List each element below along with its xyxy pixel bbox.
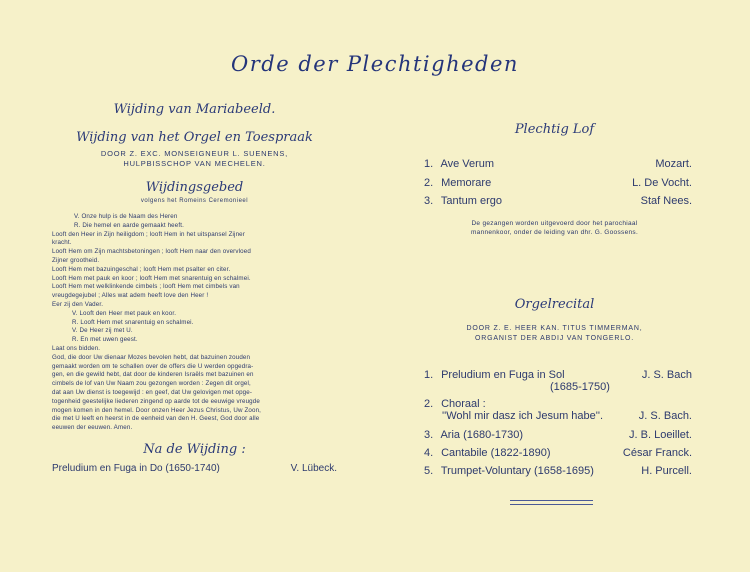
heading-wijdingsgebed: Wijdingsgebed: [145, 180, 244, 195]
prayer-line: Zijner grootheid.: [52, 256, 100, 264]
prayer-line: eeuwen der eeuwen. Amen.: [52, 424, 133, 432]
prayer-line: R. En met uwen geest.: [72, 336, 138, 344]
recital-section: [412, 297, 697, 477]
prayer-line: kracht.: [52, 239, 72, 247]
prayer-line: vreugdegejubel ; Alles wat adem heeft love den Heer !: [52, 292, 209, 300]
after-piece-composer: V. Lübeck.: [290, 462, 337, 474]
prayer-line: God, die door Uw dienaar Mozes bevolen hebt, dat bazuinen zouden: [52, 353, 251, 361]
prayer-line: Looft den Heer in Zijn heiligdom ; looft Hem in het uitspansel Zijner: [52, 230, 245, 238]
recital-item-title: Preludium en Fuga in Sol: [441, 369, 565, 381]
recital-item-title: Choraal :: [441, 398, 486, 410]
lof-item-composer: Staf Nees.: [640, 195, 692, 207]
recital-item-composer: J. B. Loeillet.: [629, 429, 692, 441]
prayer-line: cimbels de lof van Uw Naam zou gezongen worden : Zegen dit orgel,: [52, 380, 251, 388]
prayer-line: mogen komen in den hemel. Door onzen Heer Jezus Christus, Uw Zoon,: [52, 406, 262, 414]
lof-item-composer: L. De Vocht.: [632, 176, 692, 189]
officiant-line-2: HULPBISSCHOP VAN MECHELEN.: [123, 159, 266, 168]
page-title: Orde der Plechtigheden: [231, 52, 519, 76]
prayer-line: V. Onze hulp is de Naam des Heren: [74, 213, 178, 220]
recital-list: [424, 369, 692, 477]
divider-line: [510, 500, 593, 501]
recital-item-title: Aria (1680-1730): [440, 429, 524, 441]
list-item: 2. Choraal : ''Wohl mir dasz ich Jesum habe''. J. S. Bach.: [424, 398, 692, 422]
list-item: 4. Cantabile (1822-1890) César Franck.: [424, 447, 692, 459]
prayer-line: V. De Heer zij met U.: [72, 327, 133, 335]
recital-item-title: Cantabile (1822-1890): [441, 447, 551, 459]
choir-note-line-1: De gezangen worden uitgevoerd door het parochiaal: [471, 219, 638, 227]
recital-item-composer: César Franck.: [622, 447, 692, 459]
prayer-line: R. Die hemel en aarde gemaakt heeft.: [74, 221, 184, 229]
list-item: 3. Tantum ergo Staf Nees.: [424, 192, 692, 211]
left-column: [52, 98, 337, 474]
recital-item-title: Trumpet-Voluntary (1658-1695): [440, 465, 594, 477]
prayer-line: Eer zij den Vader.: [52, 300, 104, 308]
prayer-line: V. Looft den Heer met pauk en koor.: [72, 309, 177, 317]
performer-line-2: ORGANIST DER ABDIJ VAN TONGERLO.: [475, 335, 634, 342]
officiant-block: [52, 149, 337, 169]
prayer-line: gen, en die gewild hebt, dat door de kinderen Israëls met bazuinen en: [52, 371, 254, 379]
heading-orgelrecital: Orgelrecital: [514, 297, 595, 312]
divider-line: [510, 504, 593, 505]
list-item: 5. Trumpet-Voluntary (1658-1695) H. Purcell.: [424, 465, 692, 477]
list-item: 2. Memorare L. De Vocht.: [424, 174, 692, 193]
lof-item-title: Ave Verum: [440, 158, 495, 170]
prayer-line: gemaakt worden om te schallen over de offers die U werden opgedra-: [52, 362, 254, 370]
prayer-line: Looft Hem met pauk en koor ; looft Hem met snarentuig en schalmei.: [52, 274, 251, 282]
performer-block: [412, 324, 697, 344]
performer-line-1: DOOR Z. E. HEER KAN. TITUS TIMMERMAN,: [466, 325, 643, 332]
prayer-line: Looft Hem met welklinkende cimbels ; looft Hem met cimbels van: [52, 283, 240, 291]
prayer-line: togenheid geestelijke liederen zingend op aarde tot de eeuwige vreugde: [52, 397, 260, 405]
officiant-line-1: DOOR Z. EXC. MONSEIGNEUR L. SUENENS,: [100, 149, 289, 158]
heading-plechtig-lof: Plechtig Lof: [514, 122, 595, 137]
prayer-line: Looft Hem om Zijn machtsbetoningen ; looft Hem naar den overvloed: [52, 248, 251, 256]
prayer-line: die met U leeft en heerst in de eenheid van den H. Geest, God door alle: [52, 415, 260, 423]
choir-note-line-2: mannenkoor, onder de leiding van dhr. G. Goossens.: [470, 229, 639, 236]
recital-item-subtitle: ''Wohl mir dasz ich Jesum habe''.: [442, 410, 604, 422]
recital-item-composer: J. S. Bach.: [638, 410, 692, 422]
prayer-line: Laat ons bidden.: [52, 344, 101, 352]
list-item: 1. Ave Verum Mozart.: [424, 155, 692, 174]
recital-item-dates: (1685-1750): [550, 381, 610, 393]
after-piece-row: [52, 463, 337, 474]
heading-mariabeeld: Wijding van Mariabeeld.: [113, 102, 276, 117]
recital-item-composer: J. S. Bach: [641, 369, 692, 381]
prayer-line: R. Looft Hem met snarentuig en schalmei.: [72, 318, 194, 326]
prayer-line: dat aan Uw dienst is toegewijd : en geef, dat Uw gelovigen met opge-: [52, 388, 253, 396]
list-item: 3. Aria (1680-1730) J. B. Loeillet.: [424, 429, 692, 441]
list-item: 1. Preludium en Fuga in Sol J. S. Bach (1685-1750): [424, 369, 692, 393]
after-piece-title: Preludium en Fuga in Do (1650-1740): [52, 462, 220, 474]
prayer-text: [52, 213, 337, 433]
heading-orgel: Wijding van het Orgel en Toespraak: [76, 130, 313, 145]
heading-na-de-wijding: Na de Wijding :: [143, 441, 246, 457]
lof-item-composer: Mozart.: [655, 158, 692, 170]
lof-section: [412, 122, 697, 238]
choir-note: [412, 219, 697, 238]
prayer-line: Looft Hem met bazuingeschal ; looft Hem met psalter en citer.: [52, 265, 231, 273]
lof-item-title: Tantum ergo: [440, 195, 503, 207]
lof-list: [424, 155, 692, 211]
lof-item-title: Memorare: [441, 176, 492, 189]
recital-item-composer: H. Purcell.: [641, 465, 692, 477]
rite-source: volgens het Romeins Ceremonieel: [140, 198, 249, 204]
